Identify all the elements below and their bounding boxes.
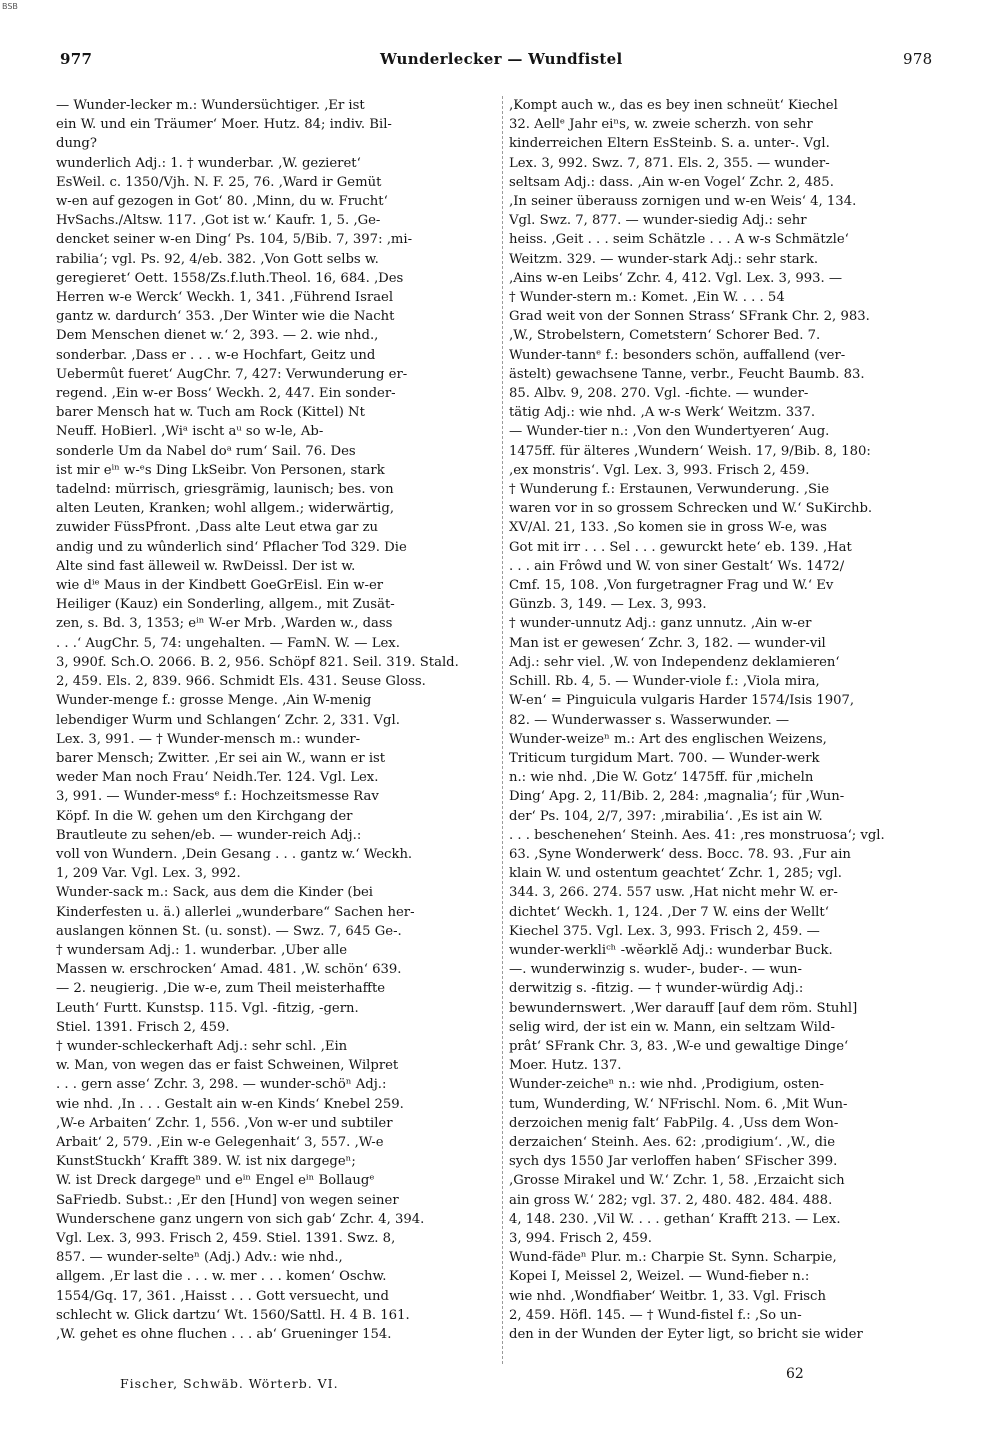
text-line: † wundersam Adj.: 1. wunderbar. ‚Uber alle	[56, 942, 348, 958]
text-line: Wunder-tannᵉ f.: besonders schön, auffallend (ver-	[509, 347, 846, 363]
text-line: 857. — wunder-selteⁿ (Adj.) Adv.: wie nhd.,	[56, 1250, 343, 1266]
text-line: wie dⁱᵉ Maus in der Kindbett GoeGrEisl. Ein w-er	[56, 578, 384, 594]
text-line: derzaichen‘ Steinh. Aes. 62: ‚prodigium‘. ‚W., die	[509, 1134, 836, 1150]
text-line: Arbait‘ 2, 579. ‚Ein w-e Gelegenhait‘ 3, 557. ‚W-e	[56, 1134, 384, 1150]
text-line: Brautleute zu sehen/eb. — wunder-reich Adj.:	[56, 827, 362, 843]
text-line: 3, 990f. Sch.O. 2066. B. 2, 956. Schöpf 821. Seil. 319. Stald.	[56, 654, 459, 670]
text-line: n.: wie nhd. ‚Die W. Gotz‘ 1475ff. für ‚micheln	[509, 770, 814, 786]
right-page-number: 978	[903, 50, 933, 68]
text-line: . . . ain Frôwd und W. von siner Gestalt‘ Ws. 1472/	[509, 558, 845, 574]
text-line: auslangen können St. (u. sonst). — Swz. 7, 645 Ge-.	[56, 923, 402, 939]
text-line: wunder-werkliᶜʰ -wĕərklĕ Adj.: wunderbar Buck.	[509, 942, 833, 958]
text-line: waren vor in so grossem Schrecken und W.‘ SuKirchb.	[509, 501, 873, 517]
text-line: bewundernswert. ‚Wer darauff [auf dem röm. Stuhl]	[509, 1000, 858, 1016]
text-line: — Wunder-tier n.: ‚Von den Wundertyeren‘ Aug.	[509, 424, 830, 440]
text-line: Neuff. HoBierl. ‚Wiᵃ ischt aᵘ so w-le, Ab-	[56, 424, 324, 440]
text-line: —. wunderwinzig s. wuder-, buder-. — wun-	[509, 962, 802, 978]
text-line: ist mir eⁱⁿ w-ᵉs Ding LkSeibr. Von Personen, stark	[56, 462, 385, 478]
text-line: dencket seiner w-en Ding‘ Ps. 104, 5/Bib. 7, 397: ‚mi-	[56, 232, 413, 248]
text-line: derwitzig s. -fitzig. — † wunder-würdig Adj.:	[509, 981, 804, 997]
text-line: ästelt) gewachsene Tanne, verbr., Feucht Baumb. 83.	[509, 366, 865, 382]
text-line: ‚ex monstris‘. Vgl. Lex. 3, 993. Frisch 2, 459.	[509, 462, 810, 478]
text-line: Heiliger (Kauz) ein Sonderling, allgem., mit Zusät-	[56, 597, 395, 613]
text-line: 4, 148. 230. ‚Vil W. . . . gethan‘ Krafft 213. — Lex.	[509, 1211, 841, 1227]
text-line: Vgl. Lex. 3, 993. Frisch 2, 459. Stiel. 1391. Swz. 8,	[56, 1230, 396, 1246]
library-stamp: BSB	[2, 2, 18, 11]
printer-signature: Fischer, Schwäb. Wörterb. VI.	[120, 1376, 339, 1391]
text-line: — 2. neugierig. ‚Die w-e, zum Theil meisterhaffte	[56, 981, 386, 997]
text-line: voll von Wundern. ‚Dein Gesang . . . gantz w.‘ Weckh.	[56, 846, 413, 862]
text-line: Vgl. Swz. 7, 877. — wunder-siedig Adj.: sehr	[509, 213, 807, 229]
text-line: 32. Aellᵉ Jahr eiⁿs, w. zweie scherzh. von sehr	[509, 117, 813, 133]
text-line: Wunder-weizeⁿ m.: Art des englischen Weizens,	[509, 731, 827, 747]
text-line: . . . beschenehen‘ Steinh. Aes. 41: ‚res monstruosa‘; vgl.	[509, 827, 885, 843]
text-line: weder Man noch Frau‘ Neidh.Ter. 124. Vgl. Lex.	[56, 770, 379, 786]
left-text-column	[56, 96, 496, 1344]
text-line: † wunder-unnutz Adj.: ganz unnutz. ‚Ain w-er	[509, 616, 812, 632]
text-line: tadelnd: mürrisch, griesgrämig, launisch; bes. von	[56, 482, 394, 498]
text-line: Schill. Rb. 4, 5. — Wunder-viole f.: ‚Viola mira,	[509, 674, 820, 690]
text-line: Lex. 3, 991. — † Wunder-mensch m.: wunder-	[56, 731, 361, 747]
text-line: w-en auf gezogen in Got‘ 80. ‚Minn, du w. Frucht‘	[56, 194, 388, 210]
text-line: ‚W., Strobelstern, Cometstern‘ Schorer Bed. 7.	[509, 328, 821, 344]
text-line: zen, s. Bd. 3, 1353; eⁱⁿ W-er Mrb. ‚Warden w., dass	[56, 616, 393, 632]
text-line: schlecht w. Glick dartzu‘ Wt. 1560/Sattl. H. 4 B. 161.	[56, 1307, 410, 1323]
text-line: XV/Al. 21, 133. ‚So komen sie in gross W-e, was	[509, 520, 827, 536]
text-line: † Wunder-stern m.: Komet. ‚Ein W. . . . 54	[509, 290, 785, 306]
text-line: wunderlich Adj.: 1. † wunderbar. ‚W. gezieret‘	[56, 155, 361, 171]
text-line: Köpf. In die W. gehen um den Kirchgang der	[56, 808, 353, 824]
text-line: seltsam Adj.: dass. ‚Ain w-en Vogel‘ Zchr. 2, 485.	[509, 174, 834, 190]
text-line: W. ist Dreck dargegeⁿ und eⁱⁿ Engel eⁱⁿ Bollaugᵉ	[56, 1173, 375, 1189]
text-line: alten Leuten, Kranken; wohl allgem.; widerwärtig,	[56, 501, 395, 517]
text-line: ‚W-e Arbaiten‘ Zchr. 1, 556. ‚Von w-er und subtiler	[56, 1115, 393, 1131]
text-line: barer Mensch; Zwitter. ‚Er sei ain W., wann er ist	[56, 750, 386, 766]
text-line: ‚W. gehet es ohne fluchen . . . ab‘ Grueninger 154.	[56, 1327, 392, 1342]
text-line: Wund-fädeⁿ Plur. m.: Charpie St. Synn. Scharpie,	[509, 1250, 837, 1266]
sheet-number: 62	[786, 1366, 804, 1382]
text-line: Wunder-sack m.: Sack, aus dem die Kinder (bei	[56, 885, 374, 901]
text-line: Kopei I, Meissel 2, Weizel. — Wund-fieber n.:	[509, 1269, 810, 1285]
text-line: lebendiger Wurm und Schlangen‘ Zchr. 2, 331. Vgl.	[56, 712, 400, 728]
text-line: sonderbar. ‚Dass er . . . w-e Hochfart, Geitz und	[56, 347, 376, 363]
column-divider	[502, 96, 503, 1364]
text-line: zuwider FüssPfront. ‚Dass alte Leut etwa gar zu	[56, 520, 379, 536]
text-line: sych dys 1550 Jar verloffen haben‘ SFischer 399.	[509, 1154, 838, 1170]
text-line: ain gross W.‘ 282; vgl. 37. 2, 480. 482. 484. 488.	[509, 1192, 833, 1208]
text-line: Man ist er gewesen‘ Zchr. 3, 182. — wunder-vil	[509, 635, 826, 651]
text-line: 344. 3, 266. 274. 557 usw. ‚Hat nicht mehr W. er-	[509, 885, 838, 901]
text-line: Cmf. 15, 108. ‚Von furgetragner Frag und W.‘ Ev	[509, 578, 834, 594]
text-line: klain W. und ostentum geachtet‘ Zchr. 1, 285; vgl.	[509, 866, 842, 882]
text-line: sonderle Um da Nabel doᵃ rum‘ Sail. 76. Des	[56, 443, 356, 459]
text-line: 3, 991. — Wunder-messᵉ f.: Hochzeitsmesse Rav	[56, 789, 379, 805]
text-line: Adj.: sehr viel. ‚W. von Independenz deklamieren‘	[509, 654, 840, 670]
text-line: dung?	[56, 136, 97, 152]
running-head-title: Wunderlecker — Wundfistel	[380, 50, 623, 68]
text-line: selig wird, der ist ein w. Mann, ein seltzam Wild-	[509, 1019, 836, 1035]
text-line: ein W. und ein Träumer‘ Moer. Hutz. 84; indiv. Bil-	[56, 117, 392, 133]
text-line: ‚Ains w-en Leibs‘ Zchr. 4, 412. Vgl. Lex. 3, 993. —	[509, 270, 843, 286]
text-line: tätig Adj.: wie nhd. ‚A w-s Werk‘ Weitzm. 337.	[509, 405, 816, 421]
text-line: KunstStuckh‘ Krafft 389. W. ist nix dargegeⁿ;	[56, 1154, 356, 1170]
text-line: Got mit irr . . . Sel . . . gewurckt hete‘ eb. 139. ‚Hat	[509, 539, 852, 555]
text-line: EsWeil. c. 1350/Vjh. N. F. 25, 76. ‚Ward ir Gemüt	[56, 174, 382, 190]
text-line: prât‘ SFrank Chr. 3, 83. ‚W-e und gewaltige Dinge‘	[509, 1038, 849, 1054]
text-line: Kinderfesten u. ä.) allerlei „wunderbare“ Sachen her-	[56, 904, 415, 920]
text-line: — Wunder-lecker m.: Wundersüchtiger. ‚Er ist	[56, 98, 365, 113]
text-line: rabilia‘; vgl. Ps. 92, 4/eb. 382. ‚Von Gott selbs w.	[56, 251, 379, 267]
text-line: derzoichen menig falt‘ FabPilg. 4. ‚Uss dem Won-	[509, 1115, 839, 1131]
text-line: 1475ff. für älteres ‚Wundern‘ Weish. 17, 9/Bib. 8, 180:	[509, 443, 871, 459]
right-text-column	[509, 96, 933, 1344]
text-line: † wunder-schleckerhaft Adj.: sehr schl. ‚Ein	[56, 1038, 348, 1054]
text-line: . . . gern asse‘ Zchr. 3, 298. — wunder-schöⁿ Adj.:	[56, 1077, 387, 1093]
text-line: Massen w. erschrocken‘ Amad. 481. ‚W. schön‘ 639.	[56, 962, 402, 978]
left-page-number: 977	[60, 50, 93, 68]
text-line: Weitzm. 329. — wunder-stark Adj.: sehr stark.	[509, 251, 819, 267]
text-line: W-en‘ = Pinguicula vulgaris Harder 1574/Isis 1907,	[509, 693, 855, 709]
text-line: heiss. ‚Geit . . . seim Schätzle . . . A w-s Schmätzle‘	[509, 232, 849, 248]
text-line: Kiechel 375. Vgl. Lex. 3, 993. Frisch 2, 459. —	[509, 923, 820, 939]
text-line: 3, 994. Frisch 2, 459.	[509, 1230, 652, 1246]
text-line: barer Mensch hat w. Tuch am Rock (Kittel) Nt	[56, 405, 365, 421]
text-line: Triticum turgidum Mart. 700. — Wunder-werk	[509, 750, 820, 766]
text-line: den in der Wunden der Eyter ligt, so bricht sie wider	[509, 1327, 863, 1342]
text-line: Stiel. 1391. Frisch 2, 459.	[56, 1019, 230, 1035]
text-line: Moer. Hutz. 137.	[509, 1058, 622, 1074]
text-line: ‚Kompt auch w., das es bey inen schneüt‘ Kiechel	[509, 98, 838, 113]
text-line: 1554/Gq. 17, 361. ‚Haisst . . . Gott versuecht, und	[56, 1288, 389, 1304]
text-line: 2, 459. Höfl. 145. — † Wund-fistel f.: ‚So un-	[509, 1307, 802, 1323]
text-line: geregieret‘ Oett. 1558/Zs.f.luth.Theol. 16, 684. ‚Des	[56, 270, 404, 286]
text-line: andig und zu wûnderlich sind‘ Pflacher Tod 329. Die	[56, 539, 407, 555]
text-line: Dem Menschen dienet w.‘ 2, 393. — 2. wie nhd.,	[56, 328, 379, 344]
text-line: Grad weit von der Sonnen Strass‘ SFrank Chr. 2, 983.	[509, 309, 870, 325]
text-line: wie nhd. ‚In . . . Gestalt ain w-en Kinds‘ Knebel 259.	[56, 1096, 404, 1112]
text-line: Uebermût fueret‘ AugChr. 7, 427: Verwunderung er-	[56, 366, 408, 382]
text-line: Lex. 3, 992. Swz. 7, 871. Els. 2, 355. — wunder-	[509, 155, 830, 171]
text-line: Wunder-zeicheⁿ n.: wie nhd. ‚Prodigium, osten-	[509, 1077, 824, 1093]
text-line: ‚In seiner überauss zornigen und w-en Weis‘ 4, 134.	[509, 194, 857, 210]
text-line: der‘ Ps. 104, 2/7, 397: ‚mirabilia‘. ‚Es ist ain W.	[509, 808, 823, 824]
text-line: 63. ‚Syne Wonderwerk‘ dess. Bocc. 78. 93. ‚Fur ain	[509, 846, 851, 862]
text-line: 85. Albv. 9, 208. 270. Vgl. -fichte. — wunder-	[509, 386, 809, 402]
text-line: 2, 459. Els. 2, 839. 966. Schmidt Els. 431. Seuse Gloss.	[56, 674, 426, 690]
text-line: SaFriedb. Subst.: ‚Er den [Hund] von wegen seiner	[56, 1192, 399, 1208]
text-line: Wunderschene ganz ungern von sich gab‘ Zchr. 4, 394.	[56, 1211, 425, 1227]
text-line: HvSachs./Altsw. 117. ‚Got ist w.‘ Kaufr. 1, 5. ‚Ge-	[56, 213, 381, 229]
text-line: dichtet‘ Weckh. 1, 124. ‚Der 7 W. eins der Wellt‘	[509, 904, 829, 920]
text-line: Leuth‘ Furtt. Kunstsp. 115. Vgl. -fitzig, -gern.	[56, 1000, 359, 1016]
text-line: tum, Wunderding, W.‘ NFrischl. Nom. 6. ‚Mit Wun-	[509, 1096, 848, 1112]
text-line: w. Man, von wegen das er faist Schweinen, Wilpret	[56, 1058, 399, 1074]
text-line: ‚Grosse Mirakel und W.‘ Zchr. 1, 58. ‚Erzaicht sich	[509, 1173, 845, 1189]
text-line: Wunder-menge f.: grosse Menge. ‚Ain W-menig	[56, 693, 372, 709]
text-line: Ding‘ Apg. 2, 11/Bib. 2, 284: ‚magnalia‘; für ‚Wun-	[509, 789, 845, 805]
text-line: Günzb. 3, 149. — Lex. 3, 993.	[509, 597, 707, 613]
text-line: allgem. ‚Er last die . . . w. mer . . . komen‘ Oschw.	[56, 1269, 387, 1285]
text-line: 82. — Wunderwasser s. Wasserwunder. —	[509, 712, 790, 728]
text-line: Herren w-e Werck‘ Weckh. 1, 341. ‚Führend Israel	[56, 290, 394, 306]
text-line: † Wunderung f.: Erstaunen, Verwunderung. ‚Sie	[509, 482, 830, 498]
text-line: . . .‘ AugChr. 5, 74: ungehalten. — FamN. W. — Lex.	[56, 635, 400, 651]
text-line: regend. ‚Ein w-er Boss‘ Weckh. 2, 447. Ein sonder-	[56, 386, 396, 402]
text-line: gantz w. dardurch‘ 353. ‚Der Winter wie die Nacht	[56, 309, 395, 325]
text-line: 1, 209 Var. Vgl. Lex. 3, 992.	[56, 866, 241, 882]
text-line: Alte sind fast älleweil w. RwDeissl. Der ist w.	[56, 558, 356, 574]
text-line: kinderreichen Eltern EsSteinb. S. a. unter-. Vgl.	[509, 136, 830, 152]
text-line: wie nhd. ‚Wondfiaber‘ Weitbr. 1, 33. Vgl. Frisch	[509, 1288, 826, 1304]
